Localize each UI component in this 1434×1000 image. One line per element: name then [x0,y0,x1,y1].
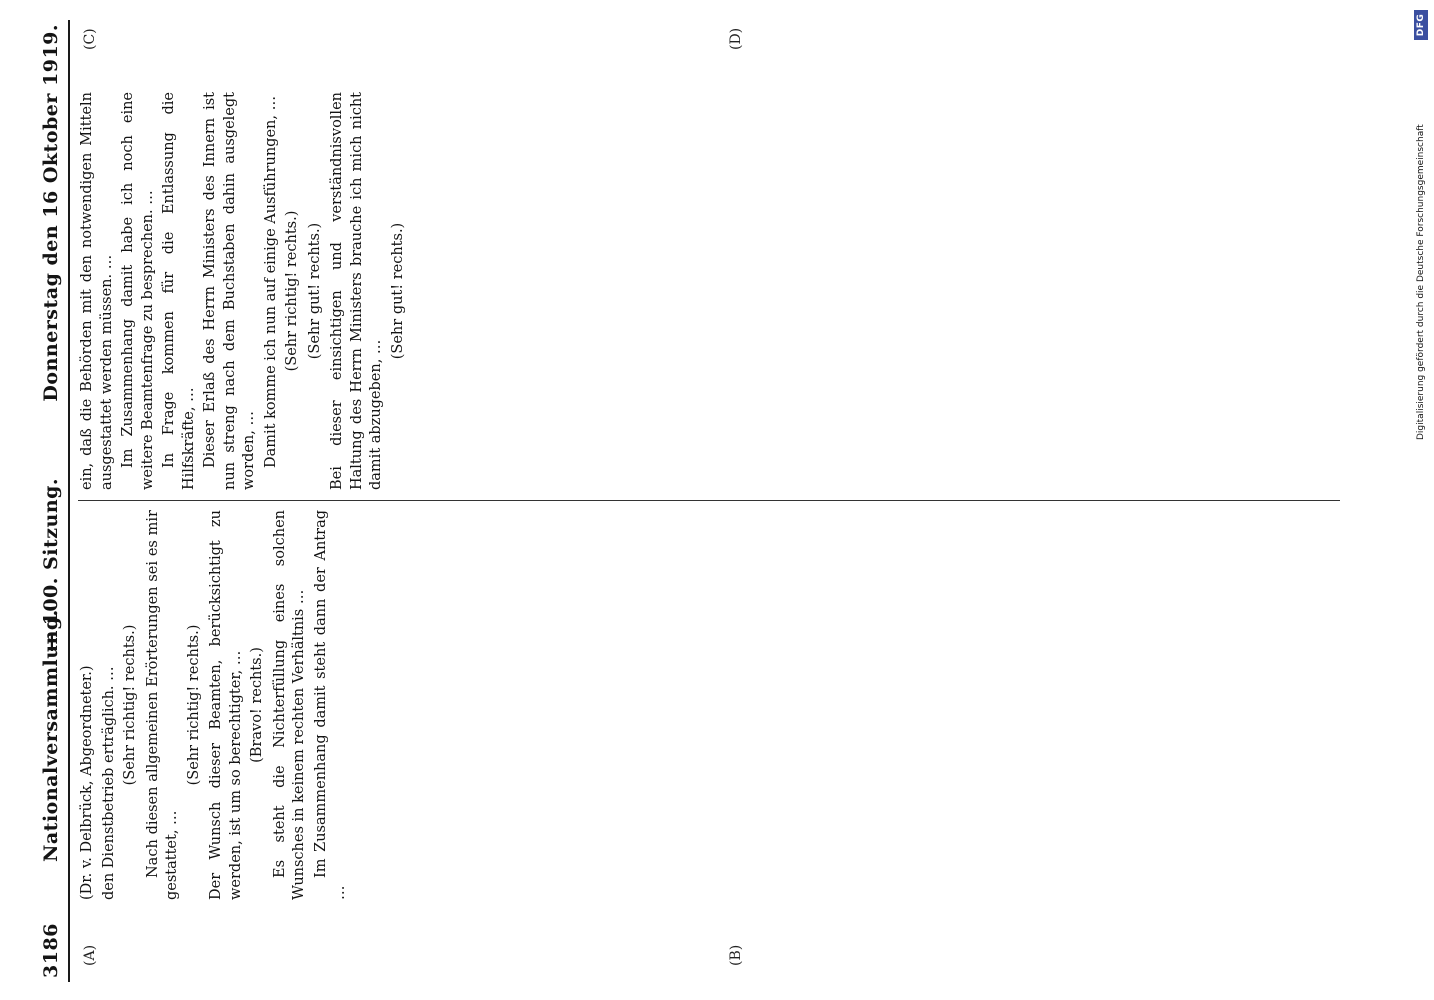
credit-text: Digitalisierung gefördert durch die Deutsche Forschungsgemeinschaft [1416,124,1426,440]
session-date: Donnerstag den 16 Oktober 1919. [40,24,62,402]
dfg-logo: DFG [1414,10,1428,40]
paragraph: ein, daß die Behörden mit den notwendigen Mitteln ausgestattet werden müssen. … [79,92,115,490]
speaker-line: (Dr. v. Delbrück, Abgeordneter.) [79,665,95,900]
margin-letter-b: (B) [728,944,744,966]
paragraph: Es steht die Nichterfüllung eines solchen Wunsches in keinem rechten Verhältnis … [271,510,307,900]
session-title: — 100. Sitzung. [40,477,62,652]
column-divider [78,500,1340,501]
paragraph: Damit komme ich nun auf einige Ausführungen, … [262,95,279,468]
paragraph: den Dienstbetrieb erträglich. … [100,666,117,900]
margin-letter-d: (D) [728,27,744,50]
left-text-column [78,510,1340,900]
right-text-column [78,92,1340,490]
paragraph: In Frage kommen für die Entlassung die Hilfskräfte, … [161,92,197,490]
paragraph: Nach diesen allgemeinen Erörterungen sei es mir gestattet, … [144,510,180,900]
margin-letter-a: (A) [82,944,98,966]
interjection: (Sehr richtig! rechts.) [284,210,300,372]
interjection: (Sehr gut! rechts.) [306,222,323,360]
page-number: 3186 [40,923,62,978]
interjection: (Sehr richtig! rechts.) [185,624,202,786]
running-head [40,20,66,982]
margin-letter-c: (C) [82,28,98,50]
digitization-credit [1414,10,1430,440]
paragraph: Dieser Erlaß des Herrn Ministers des Innern ist nun streng nach dem Buchstaben dahin ausgelegt worden, … [202,92,257,490]
paragraph: Der Wunsch dieser Beamten, berücksichtigt zu werden, ist um so berechtigter, … [208,510,244,900]
publication-title: Nationalversammlung. [40,609,62,862]
paragraph: Im Zusammenhang damit steht dann der Antrag … [312,510,348,900]
interjection: (Sehr gut! rechts.) [389,222,406,360]
paragraph: Im Zusammenhang damit habe ich noch eine weitere Beamtenfrage zu besprechen. … [120,92,156,490]
interjection: (Bravo! rechts.) [249,647,265,763]
interjection: (Sehr richtig! rechts.) [122,624,138,786]
paragraph: Bei dieser einsichtigen und verständnisvollen Haltung des Herrn Ministers brauche ich mich nicht damit abzugeben, … [329,92,384,490]
header-rule [68,20,70,982]
